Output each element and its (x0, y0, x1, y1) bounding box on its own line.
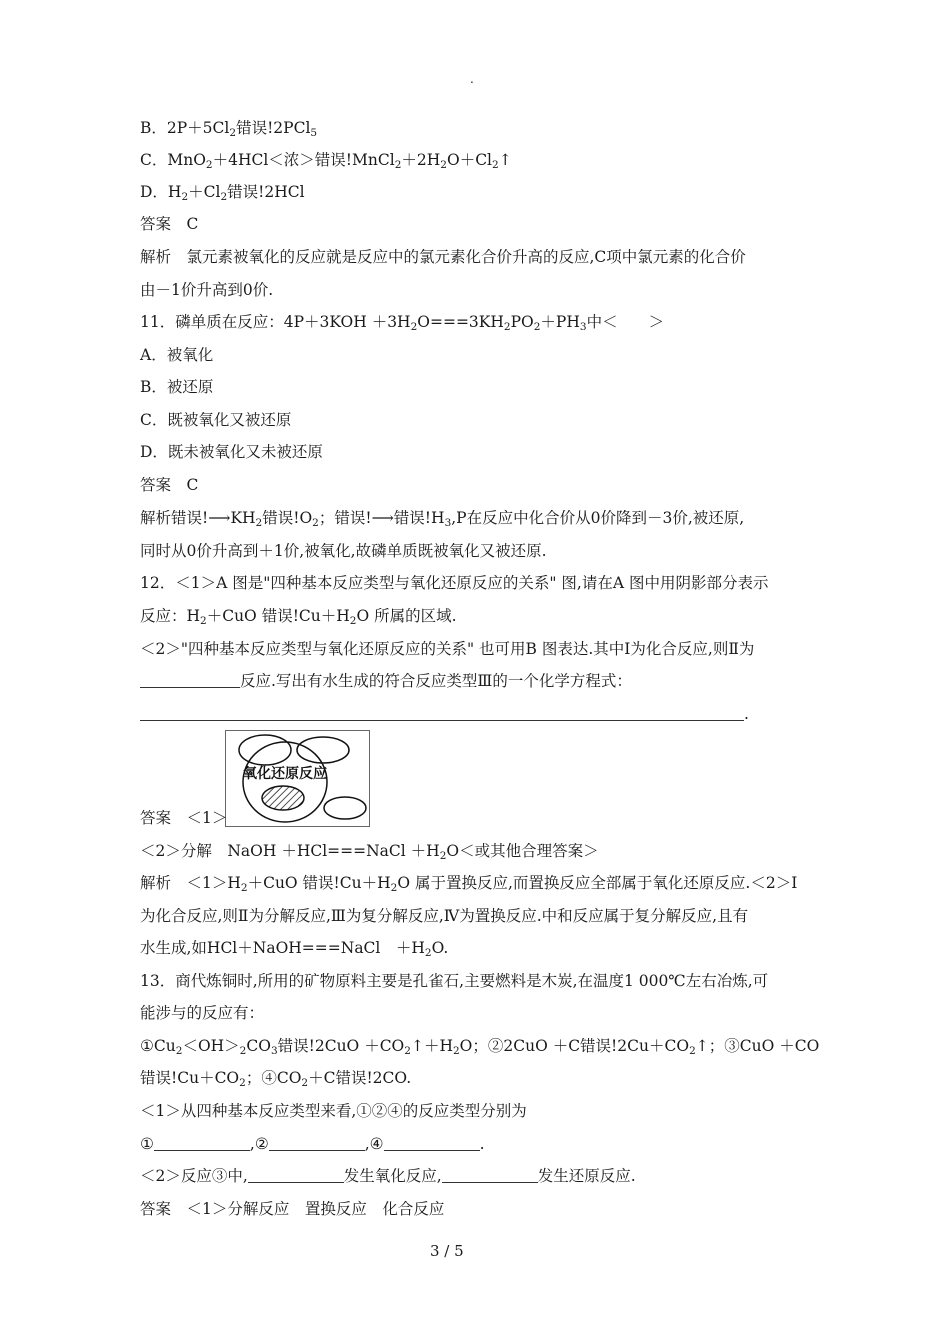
option-d-line: D．$H_2+Cl_2$错误!2HCl (140, 183, 305, 203)
q11-option-d: D．既未被氧化又未被还原 (140, 443, 323, 461)
q12-analysis-end: 水生成,如HCl＋NaOH===NaCl $+H_2O$. (140, 939, 449, 959)
q12-analysis-cont: 为化合反应,则Ⅱ为分解反应,Ⅲ为复分解反应,Ⅳ为置换反应.中和反应属于复分解反应,且有 (140, 907, 749, 925)
page-number: 3 / 5 (430, 1242, 464, 1260)
q12-analysis: 解析 $<1>H_2+CuO$ 错误$!Cu+H_2O$ 属于置换反应,而置换反应全部属于氧化还原反应.＜2＞Ⅰ (140, 874, 798, 894)
equation-blank (140, 704, 744, 721)
q12-stem-4: 反应.写出有水生成的符合反应类型Ⅲ的一个化学方程式： (140, 670, 632, 692)
q12-stem-2: 反应：$H_2+CuO$ 错误$!Cu+H_2O$ 所属的区域. (140, 607, 457, 627)
q13-blanks-1: ① ,② ,④ . (140, 1135, 485, 1153)
q11-option-a: A．被氧化 (140, 346, 214, 364)
q10-analysis-cont: 由－1价升高到0价. (140, 281, 274, 299)
q13-answer: 答案 ＜1＞分解反应 置换反应 化合反应 (140, 1200, 445, 1218)
q12-stem-1: 12．＜1＞A 图是"四种基本反应类型与氧化还原反应的关系" 图,请在A 图中用阴影部分表示 (140, 574, 769, 592)
ellipse-shaded (262, 786, 304, 810)
q10-answer: 答案 C (140, 215, 199, 233)
blank-1 (154, 1134, 250, 1151)
q13-stem-2: 能涉与的反应有： (140, 1004, 265, 1022)
q11-stem: 11．磷单质在反应：$4P+3KOH +3H_2O===3KH_2PO_2+PH_3$中＜ ＞ (140, 313, 665, 333)
ellipse-bottom-right (324, 797, 366, 819)
blank-reduced (442, 1166, 538, 1183)
option-b-line: B．$2P+5Cl_2$错误!2PCl$_5$ (140, 119, 318, 139)
ellipse-top-left (239, 735, 291, 765)
q11-analysis-cont: 同时从0价升高到＋1价,被氧化,故磷单质既被氧化又被还原. (140, 542, 547, 560)
q13-stem-1: 13．商代炼铜时,所用的矿物原料主要是孔雀石,主要燃料是木炭,在温度1 000℃左右冶炼,可 (140, 972, 769, 990)
q11-analysis: 解析错误$!⟶KH_2$错误$!O_2$；错误!⟶错误$!H_3,P$在反应中化合价从0价降到－3价,被还原, (140, 509, 745, 529)
header-mark: . (470, 72, 474, 86)
q13-part-2: ＜2＞反应③中, 发生氧化反应, 发生还原反应. (140, 1167, 636, 1185)
venn-diagram (225, 730, 370, 827)
blank-2 (269, 1134, 365, 1151)
ellipse-top-right (297, 737, 349, 763)
q12-stem-3: ＜2＞"四种基本反应类型与氧化还原反应的关系" 也可用B 图表达.其中Ⅰ为化合反应,则Ⅱ为 (140, 640, 755, 658)
q12-answer-2: ＜2＞分解 NaOH ＋HCl===NaCl $+H_2O<$或其他合理答案＞ (140, 842, 599, 862)
blank-oxidized (248, 1166, 344, 1183)
q13-part-1: ＜1＞从四种基本反应类型来看,①②④的反应类型分别为 (140, 1102, 527, 1120)
diagram-label: 氧化还原反应 (243, 766, 327, 782)
blank-3 (384, 1134, 480, 1151)
q13-reactions-2: 错误$!Cu+CO_2$；$④CO_2+C$错误!2CO. (140, 1069, 412, 1089)
q10-analysis: 解析 氯元素被氧化的反应就是反应中的氯元素化合价升高的反应,C项中氯元素的化合价 (140, 248, 746, 266)
answer-blank (140, 671, 240, 688)
q11-answer: 答案 C (140, 476, 199, 494)
q11-option-b: B．被还原 (140, 378, 214, 396)
q12-equation-line: . (140, 703, 749, 725)
q11-option-c: C．既被氧化又被还原 (140, 411, 292, 429)
q12-answer-label: 答案 ＜1＞ (140, 809, 228, 827)
q13-reactions-1: $①Cu_2<OH>_2CO_3$错误$!2CuO +CO_2↑+H_2O$；②2CuO ＋C错误$!2Cu+CO_2↑$；③CuO ＋CO (140, 1037, 820, 1057)
option-c-line: C．MnO$_2$＋4HCl＜浓＞错误$!MnCl_2+2H_2O+Cl_2↑$ (140, 151, 512, 171)
